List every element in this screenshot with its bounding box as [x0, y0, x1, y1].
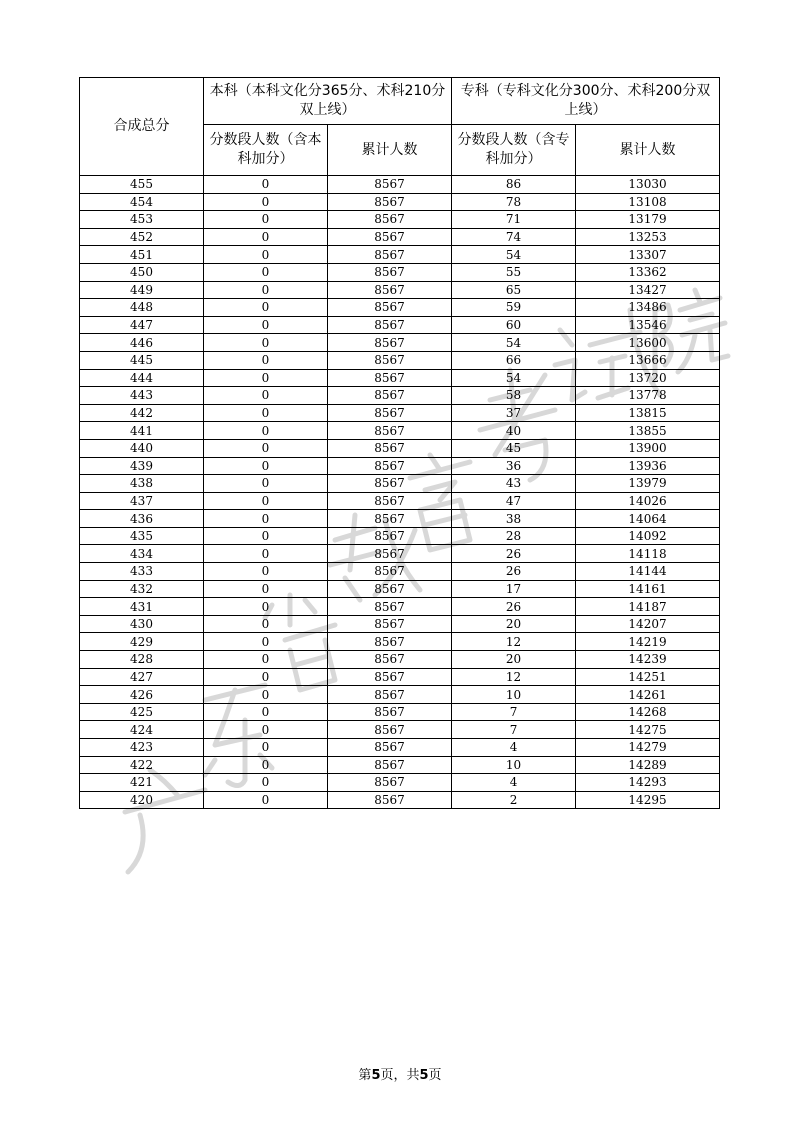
benke-segment-cell: 0	[204, 176, 328, 194]
zhuanke-segment-cell: 7	[452, 721, 576, 739]
benke-segment-cell: 0	[204, 774, 328, 792]
benke-segment-cell: 0	[204, 615, 328, 633]
zhuanke-segment-cell: 54	[452, 334, 576, 352]
header-benke-cumulative: 累计人数	[328, 125, 452, 176]
table-row	[80, 439, 720, 457]
total-score-cell: 447	[80, 316, 204, 334]
table-row	[80, 791, 720, 809]
benke-segment-cell: 0	[204, 404, 328, 422]
zhuanke-cumulative-cell: 14144	[576, 563, 720, 581]
benke-cumulative-cell: 8567	[328, 457, 452, 475]
total-score-cell: 452	[80, 228, 204, 246]
benke-segment-cell: 0	[204, 457, 328, 475]
benke-cumulative-cell: 8567	[328, 334, 452, 352]
zhuanke-segment-cell: 71	[452, 211, 576, 229]
table-row	[80, 545, 720, 563]
total-score-cell: 451	[80, 246, 204, 264]
benke-cumulative-cell: 8567	[328, 686, 452, 704]
zhuanke-segment-cell: 20	[452, 651, 576, 669]
table-row	[80, 563, 720, 581]
benke-cumulative-cell: 8567	[328, 615, 452, 633]
benke-cumulative-cell: 8567	[328, 651, 452, 669]
total-score-cell: 424	[80, 721, 204, 739]
total-score-cell: 431	[80, 598, 204, 616]
header-benke-segment-count: 分数段人数（含本科加分）	[204, 125, 328, 176]
zhuanke-cumulative-cell: 13815	[576, 404, 720, 422]
zhuanke-cumulative-cell: 14064	[576, 510, 720, 528]
zhuanke-cumulative-cell: 14092	[576, 527, 720, 545]
table-row	[80, 756, 720, 774]
zhuanke-cumulative-cell: 13936	[576, 457, 720, 475]
footer-page-number: 5	[371, 1068, 381, 1083]
benke-segment-cell: 0	[204, 211, 328, 229]
benke-cumulative-cell: 8567	[328, 228, 452, 246]
zhuanke-segment-cell: 66	[452, 351, 576, 369]
benke-cumulative-cell: 8567	[328, 668, 452, 686]
zhuanke-segment-cell: 45	[452, 439, 576, 457]
table-row	[80, 580, 720, 598]
benke-cumulative-cell: 8567	[328, 563, 452, 581]
benke-cumulative-cell: 8567	[328, 756, 452, 774]
benke-cumulative-cell: 8567	[328, 351, 452, 369]
benke-segment-cell: 0	[204, 369, 328, 387]
total-score-cell: 422	[80, 756, 204, 774]
zhuanke-segment-cell: 43	[452, 475, 576, 493]
benke-cumulative-cell: 8567	[328, 387, 452, 405]
benke-segment-cell: 0	[204, 721, 328, 739]
benke-segment-cell: 0	[204, 633, 328, 651]
table-row	[80, 651, 720, 669]
zhuanke-cumulative-cell: 13108	[576, 193, 720, 211]
zhuanke-cumulative-cell: 14295	[576, 791, 720, 809]
total-score-cell: 430	[80, 615, 204, 633]
zhuanke-segment-cell: 58	[452, 387, 576, 405]
benke-segment-cell: 0	[204, 193, 328, 211]
zhuanke-cumulative-cell: 13362	[576, 263, 720, 281]
benke-segment-cell: 0	[204, 703, 328, 721]
table-row	[80, 211, 720, 229]
benke-segment-cell: 0	[204, 510, 328, 528]
benke-segment-cell: 0	[204, 791, 328, 809]
benke-cumulative-cell: 8567	[328, 316, 452, 334]
benke-segment-cell: 0	[204, 739, 328, 757]
zhuanke-cumulative-cell: 13253	[576, 228, 720, 246]
zhuanke-cumulative-cell: 13427	[576, 281, 720, 299]
zhuanke-segment-cell: 47	[452, 492, 576, 510]
zhuanke-segment-cell: 17	[452, 580, 576, 598]
benke-segment-cell: 0	[204, 422, 328, 440]
zhuanke-segment-cell: 65	[452, 281, 576, 299]
table-row	[80, 334, 720, 352]
benke-segment-cell: 0	[204, 228, 328, 246]
zhuanke-cumulative-cell: 13307	[576, 246, 720, 264]
benke-cumulative-cell: 8567	[328, 721, 452, 739]
total-score-cell: 437	[80, 492, 204, 510]
benke-cumulative-cell: 8567	[328, 580, 452, 598]
benke-cumulative-cell: 8567	[328, 299, 452, 317]
table-row	[80, 193, 720, 211]
footer-total-pages: 5	[419, 1068, 429, 1083]
header-zhuanke: 专科（专科文化分300分、术科200分双上线）	[452, 78, 720, 125]
benke-cumulative-cell: 8567	[328, 422, 452, 440]
table-row	[80, 228, 720, 246]
table-row	[80, 387, 720, 405]
header-zhuanke-cumulative: 累计人数	[576, 125, 720, 176]
footer-prefix: 第	[358, 1068, 372, 1083]
benke-cumulative-cell: 8567	[328, 439, 452, 457]
total-score-cell: 429	[80, 633, 204, 651]
benke-segment-cell: 0	[204, 668, 328, 686]
zhuanke-cumulative-cell: 13778	[576, 387, 720, 405]
total-score-cell: 455	[80, 176, 204, 194]
zhuanke-cumulative-cell: 13666	[576, 351, 720, 369]
zhuanke-segment-cell: 54	[452, 246, 576, 264]
zhuanke-segment-cell: 59	[452, 299, 576, 317]
table-row	[80, 739, 720, 757]
zhuanke-segment-cell: 28	[452, 527, 576, 545]
zhuanke-segment-cell: 37	[452, 404, 576, 422]
benke-segment-cell: 0	[204, 246, 328, 264]
total-score-cell: 436	[80, 510, 204, 528]
zhuanke-segment-cell: 12	[452, 668, 576, 686]
zhuanke-cumulative-cell: 13600	[576, 334, 720, 352]
zhuanke-cumulative-cell: 13486	[576, 299, 720, 317]
zhuanke-segment-cell: 60	[452, 316, 576, 334]
benke-cumulative-cell: 8567	[328, 633, 452, 651]
zhuanke-segment-cell: 55	[452, 263, 576, 281]
table-row	[80, 299, 720, 317]
benke-cumulative-cell: 8567	[328, 774, 452, 792]
benke-segment-cell: 0	[204, 686, 328, 704]
zhuanke-segment-cell: 4	[452, 739, 576, 757]
table-row	[80, 457, 720, 475]
zhuanke-cumulative-cell: 13979	[576, 475, 720, 493]
benke-segment-cell: 0	[204, 598, 328, 616]
benke-segment-cell: 0	[204, 492, 328, 510]
table-row	[80, 510, 720, 528]
total-score-cell: 426	[80, 686, 204, 704]
benke-segment-cell: 0	[204, 651, 328, 669]
benke-cumulative-cell: 8567	[328, 739, 452, 757]
benke-cumulative-cell: 8567	[328, 281, 452, 299]
table-row	[80, 633, 720, 651]
zhuanke-segment-cell: 2	[452, 791, 576, 809]
benke-segment-cell: 0	[204, 299, 328, 317]
total-score-cell: 423	[80, 739, 204, 757]
benke-cumulative-cell: 8567	[328, 193, 452, 211]
total-score-cell: 444	[80, 369, 204, 387]
benke-cumulative-cell: 8567	[328, 545, 452, 563]
table-row	[80, 668, 720, 686]
table-row	[80, 176, 720, 194]
zhuanke-cumulative-cell: 13030	[576, 176, 720, 194]
footer-middle: 页，共	[380, 1068, 420, 1083]
table-row	[80, 246, 720, 264]
benke-segment-cell: 0	[204, 563, 328, 581]
zhuanke-segment-cell: 36	[452, 457, 576, 475]
benke-cumulative-cell: 8567	[328, 369, 452, 387]
table-row	[80, 475, 720, 493]
zhuanke-segment-cell: 38	[452, 510, 576, 528]
benke-segment-cell: 0	[204, 281, 328, 299]
zhuanke-segment-cell: 54	[452, 369, 576, 387]
header-benke: 本科（本科文化分365分、术科210分双上线）	[204, 78, 452, 125]
total-score-cell: 443	[80, 387, 204, 405]
table-row	[80, 686, 720, 704]
table-row	[80, 615, 720, 633]
benke-segment-cell: 0	[204, 387, 328, 405]
total-score-cell: 445	[80, 351, 204, 369]
page-footer	[0, 1064, 800, 1083]
benke-cumulative-cell: 8567	[328, 475, 452, 493]
zhuanke-segment-cell: 7	[452, 703, 576, 721]
table-body	[80, 176, 720, 809]
zhuanke-cumulative-cell: 14251	[576, 668, 720, 686]
benke-segment-cell: 0	[204, 756, 328, 774]
table-row	[80, 316, 720, 334]
total-score-cell: 442	[80, 404, 204, 422]
table-row	[80, 492, 720, 510]
total-score-cell: 433	[80, 563, 204, 581]
benke-cumulative-cell: 8567	[328, 263, 452, 281]
table-row	[80, 404, 720, 422]
table-row	[80, 369, 720, 387]
zhuanke-cumulative-cell: 14261	[576, 686, 720, 704]
zhuanke-cumulative-cell: 14187	[576, 598, 720, 616]
benke-cumulative-cell: 8567	[328, 527, 452, 545]
zhuanke-cumulative-cell: 14289	[576, 756, 720, 774]
table-row	[80, 351, 720, 369]
benke-segment-cell: 0	[204, 351, 328, 369]
benke-cumulative-cell: 8567	[328, 492, 452, 510]
zhuanke-segment-cell: 12	[452, 633, 576, 651]
zhuanke-cumulative-cell: 14275	[576, 721, 720, 739]
score-distribution-table	[79, 77, 720, 809]
zhuanke-cumulative-cell: 13720	[576, 369, 720, 387]
total-score-cell: 432	[80, 580, 204, 598]
benke-cumulative-cell: 8567	[328, 598, 452, 616]
benke-segment-cell: 0	[204, 263, 328, 281]
benke-cumulative-cell: 8567	[328, 246, 452, 264]
zhuanke-segment-cell: 40	[452, 422, 576, 440]
total-score-cell: 421	[80, 774, 204, 792]
benke-segment-cell: 0	[204, 316, 328, 334]
zhuanke-segment-cell: 4	[452, 774, 576, 792]
table-row	[80, 774, 720, 792]
total-score-cell: 449	[80, 281, 204, 299]
table-row	[80, 263, 720, 281]
table-row	[80, 281, 720, 299]
table-row	[80, 598, 720, 616]
table-row	[80, 422, 720, 440]
zhuanke-cumulative-cell: 14293	[576, 774, 720, 792]
total-score-cell: 428	[80, 651, 204, 669]
benke-cumulative-cell: 8567	[328, 176, 452, 194]
table-row	[80, 527, 720, 545]
zhuanke-cumulative-cell: 14161	[576, 580, 720, 598]
benke-segment-cell: 0	[204, 439, 328, 457]
footer-suffix: 页	[428, 1068, 442, 1083]
zhuanke-segment-cell: 26	[452, 563, 576, 581]
zhuanke-segment-cell: 10	[452, 756, 576, 774]
total-score-cell: 434	[80, 545, 204, 563]
benke-cumulative-cell: 8567	[328, 703, 452, 721]
zhuanke-cumulative-cell: 14026	[576, 492, 720, 510]
zhuanke-segment-cell: 20	[452, 615, 576, 633]
benke-segment-cell: 0	[204, 475, 328, 493]
zhuanke-segment-cell: 86	[452, 176, 576, 194]
zhuanke-segment-cell: 78	[452, 193, 576, 211]
zhuanke-cumulative-cell: 14219	[576, 633, 720, 651]
total-score-cell: 425	[80, 703, 204, 721]
zhuanke-cumulative-cell: 14279	[576, 739, 720, 757]
benke-segment-cell: 0	[204, 527, 328, 545]
benke-segment-cell: 0	[204, 580, 328, 598]
total-score-cell: 438	[80, 475, 204, 493]
zhuanke-cumulative-cell: 14207	[576, 615, 720, 633]
total-score-cell: 448	[80, 299, 204, 317]
benke-cumulative-cell: 8567	[328, 791, 452, 809]
zhuanke-segment-cell: 26	[452, 598, 576, 616]
zhuanke-cumulative-cell: 13179	[576, 211, 720, 229]
header-zhuanke-segment-count: 分数段人数（含专科加分）	[452, 125, 576, 176]
zhuanke-cumulative-cell: 13546	[576, 316, 720, 334]
benke-segment-cell: 0	[204, 334, 328, 352]
total-score-cell: 446	[80, 334, 204, 352]
zhuanke-cumulative-cell: 13855	[576, 422, 720, 440]
total-score-cell: 420	[80, 791, 204, 809]
zhuanke-cumulative-cell: 14268	[576, 703, 720, 721]
benke-cumulative-cell: 8567	[328, 211, 452, 229]
header-total-score: 合成总分	[80, 78, 204, 176]
total-score-cell: 439	[80, 457, 204, 475]
total-score-cell: 440	[80, 439, 204, 457]
zhuanke-cumulative-cell: 14118	[576, 545, 720, 563]
table-row	[80, 721, 720, 739]
zhuanke-segment-cell: 26	[452, 545, 576, 563]
zhuanke-cumulative-cell: 13900	[576, 439, 720, 457]
benke-segment-cell: 0	[204, 545, 328, 563]
total-score-cell: 441	[80, 422, 204, 440]
benke-cumulative-cell: 8567	[328, 510, 452, 528]
total-score-cell: 427	[80, 668, 204, 686]
zhuanke-segment-cell: 74	[452, 228, 576, 246]
zhuanke-cumulative-cell: 14239	[576, 651, 720, 669]
total-score-cell: 450	[80, 263, 204, 281]
table-row	[80, 703, 720, 721]
total-score-cell: 454	[80, 193, 204, 211]
total-score-cell: 435	[80, 527, 204, 545]
zhuanke-segment-cell: 10	[452, 686, 576, 704]
total-score-cell: 453	[80, 211, 204, 229]
benke-cumulative-cell: 8567	[328, 404, 452, 422]
